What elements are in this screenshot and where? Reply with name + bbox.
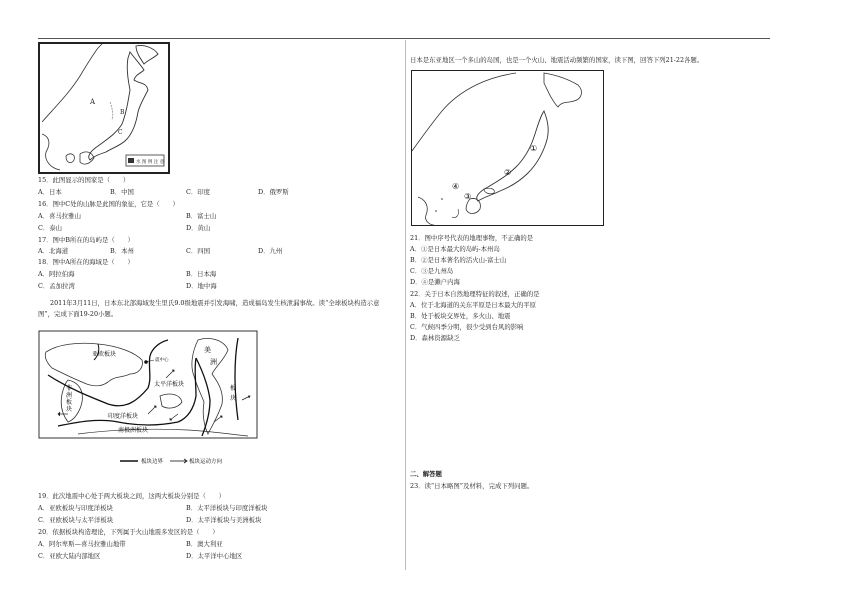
q16-opt-d[interactable]: D．黄山 — [186, 224, 211, 232]
label-america-plate-1: 板 — [230, 385, 237, 392]
q16-opt-a[interactable]: A．喜马拉雅山 — [38, 212, 81, 220]
plates-map-drawing — [38, 330, 263, 470]
map1-legend: 水 图 例 注 意 — [136, 160, 165, 165]
q19-stem: 19．此次地震中心处于两大板块之间，这两大板块分别是（ ） — [38, 492, 226, 500]
map2-mark-4: ④ — [452, 182, 460, 191]
q20-stem: 20．依据板块构造理论，下列属于火山地震多发区的是（ ） — [38, 528, 219, 536]
q17-opt-b[interactable]: B．本州 — [110, 247, 134, 255]
q19-opt-a[interactable]: A．亚欧板块与印度洋板块 — [38, 504, 113, 512]
q21-opt-c[interactable]: C．③是九州岛 — [410, 267, 454, 275]
q22-stem: 22．关于日本自然地理特征的叙述，正确的是 — [410, 290, 540, 298]
intro-21-22: 日本是东亚地区一个多山的岛国，也是一个火山、地震活动频繁的国家，读下图，回答下列21-22各题。 — [410, 56, 704, 64]
label-africa-4: 块 — [66, 406, 73, 413]
q18-stem: 18．图中A所在的海域是（ ） — [38, 258, 134, 266]
q19-opt-b[interactable]: B．太平洋板块与印度洋板块 — [186, 504, 268, 512]
q15-stem: 15．此图显示的国家是（ ） — [38, 176, 130, 184]
q20-opt-a[interactable]: A．阿尔卑斯—喜马拉雅山地带 — [38, 540, 126, 548]
q17-opt-d[interactable]: D．九州 — [258, 247, 283, 255]
legend-motion: 板块运动方向 — [189, 459, 223, 465]
label-america-plate-2: 块 — [230, 395, 237, 402]
japan-map-2 — [411, 70, 604, 226]
legend-boundary: 板块边界 — [141, 459, 164, 465]
q20-opt-c[interactable]: C．亚欧大陆内部地区 — [38, 552, 101, 560]
intro-19-20: 2011年3月11日，日本东北部海域发生里氏9.0级地震并引发海啸，造成福岛发生核泄漏事故。读“全球板块构造示意图”，完成下面19-20小题。 — [38, 299, 380, 318]
q17-opt-c[interactable]: C．四国 — [186, 247, 211, 255]
q18-opt-b[interactable]: B．日本海 — [186, 270, 217, 278]
plates-map — [38, 330, 263, 470]
q15-opt-d[interactable]: D．俄罗斯 — [258, 188, 289, 196]
q16-opt-b[interactable]: B．富士山 — [186, 212, 217, 220]
q19-opt-c[interactable]: C．亚欧板块与太平洋板块 — [38, 516, 114, 524]
column-divider — [405, 40, 406, 570]
label-eurasia: 亚欧板块 — [92, 351, 117, 358]
q22-opt-b[interactable]: B．处于板块交界处，多火山、地震 — [410, 312, 511, 320]
label-america-2: 洲 — [210, 358, 217, 366]
label-africa-3: 板 — [66, 399, 73, 406]
q18-opt-c[interactable]: C．孟加拉湾 — [38, 282, 75, 290]
q21-stem: 21．图中序号代表的地理事物，不正确的是 — [410, 234, 534, 242]
map2-mark-3: ③ — [464, 192, 472, 201]
label-africa-2: 洲 — [66, 392, 73, 399]
q18-opt-d[interactable]: D．地中海 — [186, 282, 217, 290]
q21-opt-b[interactable]: B．②是日本著名的活火山-富士山 — [410, 256, 507, 264]
japan-map-2-drawing — [412, 71, 603, 225]
q22-opt-c[interactable]: C．气候四季分明，很少受到台风的影响 — [410, 323, 524, 331]
q16-opt-c[interactable]: C．泰山 — [38, 224, 63, 232]
q20-opt-d[interactable]: D．太平洋中心地区 — [186, 552, 243, 560]
q15-opt-a[interactable]: A．日本 — [38, 188, 62, 196]
q22-opt-d[interactable]: D．森林资源缺乏 — [410, 334, 460, 342]
page-top-rule — [38, 38, 770, 39]
map2-mark-2: ② — [504, 168, 512, 177]
section-heading-answer: 二、解答题 — [410, 470, 442, 478]
q21-opt-a[interactable]: A．①是日本最大的岛屿-本州岛 — [410, 245, 500, 253]
map1-label-b: B — [120, 109, 125, 116]
japan-map-1-drawing — [40, 44, 168, 172]
q16-stem: 16．图中C处的山脉是此国的象征，它是（ ） — [38, 200, 179, 208]
q21-opt-d[interactable]: D．④是濑户内海 — [410, 278, 460, 286]
label-africa-1: 非 — [66, 385, 73, 392]
q18-opt-a[interactable]: A．阿拉伯海 — [38, 270, 75, 278]
q15-opt-c[interactable]: C．印度 — [186, 188, 211, 196]
q22-opt-a[interactable]: A．位于北海道的关东平原是日本最大的平原 — [410, 301, 537, 309]
map1-label-c: C — [118, 129, 123, 136]
q17-stem: 17．图中B所在的岛屿是（ ） — [38, 236, 134, 244]
q19-opt-d[interactable]: D．太平洋板块与美洲板块 — [186, 516, 262, 524]
q20-opt-b[interactable]: B．澳大利亚 — [186, 540, 223, 548]
label-indian-ocean: 印度洋板块 — [108, 413, 139, 420]
label-pacific: 太平洋板块 — [154, 381, 185, 388]
label-america-1: 美 — [204, 346, 211, 354]
map1-label-a: A — [90, 98, 96, 106]
map2-mark-1: ① — [530, 144, 538, 153]
label-epicenter: 震中心 — [155, 358, 169, 363]
q17-opt-a[interactable]: A．北海道 — [38, 247, 69, 255]
q15-opt-b[interactable]: B．中国 — [110, 188, 134, 196]
q23-stem: 23．读“日本略图”及材料，完成下列问题。 — [410, 482, 534, 490]
label-antarctic: 南极洲板块 — [118, 427, 149, 434]
japan-map-1 — [38, 42, 170, 174]
